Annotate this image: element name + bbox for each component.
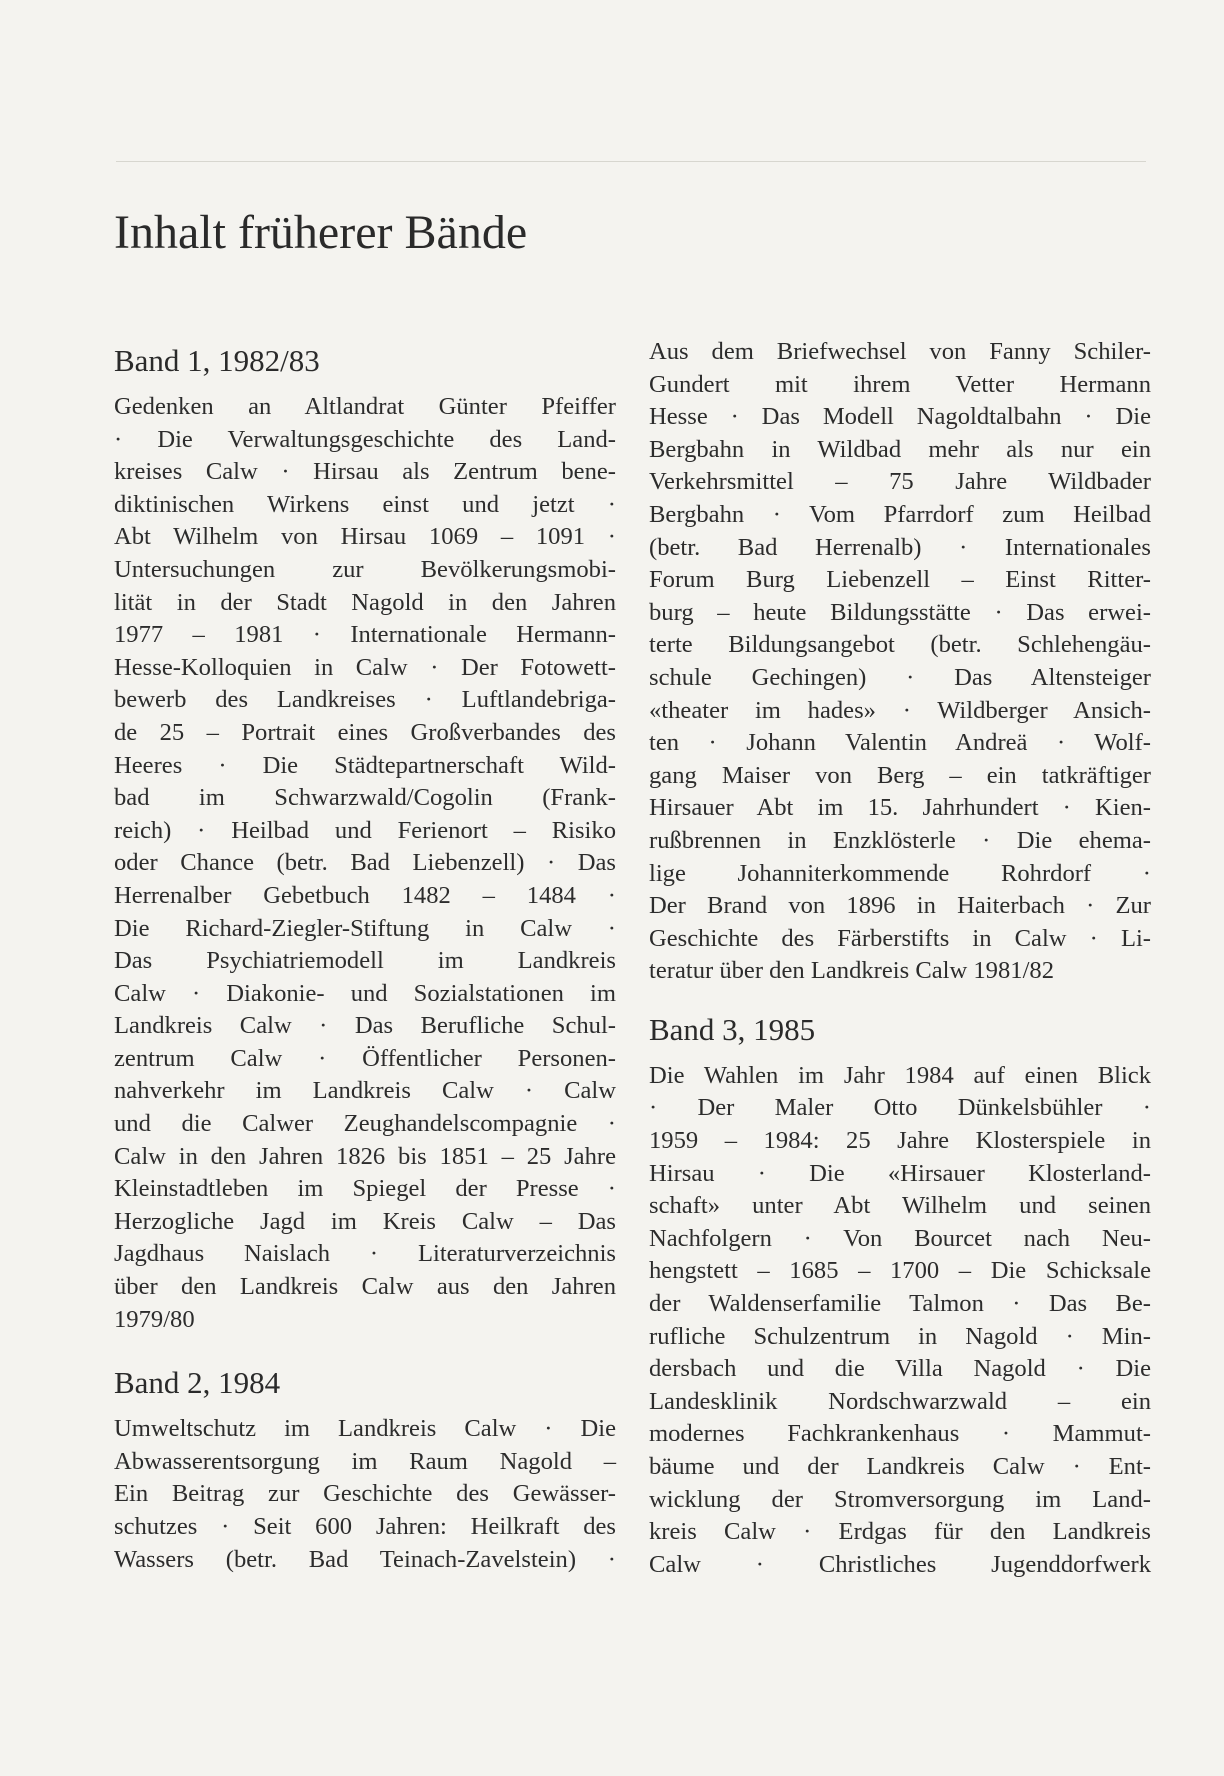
text-line: Calw · Diakonie- und Sozialstationen im <box>114 979 616 1007</box>
text-line: 1979/80 <box>114 1305 195 1333</box>
volume-contents-band-1 <box>114 391 616 1336</box>
text-line: Das Psychiatriemodell im Landkreis <box>114 947 616 975</box>
text-line: Untersuchungen zur Bevölkerungsmobi- <box>114 555 616 583</box>
text-line: lige Johanniterkommende Rohrdorf · <box>649 859 1151 887</box>
text-line: Hesse · Das Modell Nagoldtalbahn · Die <box>649 403 1151 431</box>
page-title: Inhalt früherer Bände <box>114 206 528 259</box>
text-line: Calw in den Jahren 1826 bis 1851 – 25 Jahre <box>114 1142 616 1170</box>
volume-heading-band-3: Band 3, 1985 <box>649 1011 816 1047</box>
text-line: kreis Calw · Erdgas für den Landkreis <box>649 1518 1151 1546</box>
text-line: terte Bildungsangebot (betr. Schlehengäu- <box>649 631 1151 659</box>
text-line: Aus dem Briefwechsel von Fanny Schiler- <box>649 338 1151 365</box>
text-line: gang Maiser von Berg – ein tatkräftiger <box>649 761 1151 789</box>
text-line: kreises Calw · Hirsau als Zentrum bene- <box>114 458 616 486</box>
text-line: Landkreis Calw · Das Berufliche Schul- <box>114 1012 616 1040</box>
left-column <box>114 342 616 1576</box>
text-line: Heeres · Die Städtepartnerschaft Wild- <box>114 751 616 779</box>
text-line: Ein Beitrag zur Geschichte des Gewässer- <box>114 1480 616 1508</box>
text-line: Der Brand von 1896 in Haiterbach · Zur <box>649 892 1151 920</box>
text-line: hengstett – 1685 – 1700 – Die Schicksale <box>649 1257 1151 1285</box>
text-line: «theater im hades» · Wildberger Ansich- <box>649 696 1151 724</box>
text-line: rufliche Schulzentrum in Nagold · Min- <box>649 1322 1151 1350</box>
volume-contents-band-2-part-2 <box>649 336 1151 988</box>
text-line: Geschichte des Färberstifts in Calw · Li- <box>649 924 1151 952</box>
text-line: Herzogliche Jagd im Kreis Calw – Das <box>114 1207 616 1235</box>
text-line: Gundert mit ihrem Vetter Hermann <box>649 370 1151 398</box>
text-line: schaft» unter Abt Wilhelm und seinen <box>649 1192 1151 1220</box>
text-line: Gedenken an Altlandrat Günter Pfeiffer <box>114 393 616 420</box>
text-line: Bergbahn in Wildbad mehr als nur ein <box>649 435 1151 463</box>
text-line: Hirsauer Abt im 15. Jahrhundert · Kien- <box>649 794 1151 822</box>
text-line: Jagdhaus Naislach · Literaturverzeichnis <box>114 1240 616 1268</box>
text-line: diktinischen Wirkens einst und jetzt · <box>114 490 616 518</box>
text-line: schutzes · Seit 600 Jahren: Heilkraft des <box>114 1513 616 1540</box>
text-line: reich) · Heilbad und Ferienort – Risiko <box>114 816 616 844</box>
right-column <box>649 336 1151 1581</box>
section-spacer <box>114 1336 616 1364</box>
text-line: Wassers (betr. Bad Teinach-Zavelstein) · <box>114 1545 616 1573</box>
volume-heading-band-1: Band 1, 1982/83 <box>114 343 320 378</box>
text-line: der Waldenserfamilie Talmon · Das Be- <box>649 1290 1151 1318</box>
text-line: 1977 – 1981 · Internationale Hermann- <box>114 621 616 649</box>
section-spacer <box>649 988 1151 1011</box>
text-line: (betr. Bad Herrenalb) · Internationales <box>649 533 1151 561</box>
text-line: nahverkehr im Landkreis Calw · Calw <box>114 1077 616 1105</box>
text-line: zentrum Calw · Öffentlicher Personen- <box>114 1044 616 1072</box>
text-line: · Der Maler Otto Dünkelsbühler · <box>649 1094 1151 1122</box>
text-line: modernes Fachkrankenhaus · Mammut- <box>649 1420 1151 1448</box>
text-line: Abwasserentsorgung im Raum Nagold – <box>114 1447 616 1475</box>
text-line: · Die Verwaltungsgeschichte des Land- <box>114 425 616 453</box>
text-line: dersbach und die Villa Nagold · Die <box>649 1355 1151 1383</box>
text-line: Bergbahn · Vom Pfarrdorf zum Heilbad <box>649 500 1151 528</box>
text-line: über den Landkreis Calw aus den Jahren <box>114 1273 616 1301</box>
text-line: Abt Wilhelm von Hirsau 1069 – 1091 · <box>114 523 616 551</box>
text-line: de 25 – Portrait eines Großverbandes des <box>114 718 616 746</box>
text-line: rußbrennen in Enzklösterle · Die ehema- <box>649 826 1151 854</box>
text-line: Umweltschutz im Landkreis Calw · Die <box>114 1415 616 1443</box>
text-line: Die Richard-Ziegler-Stiftung in Calw · <box>114 914 616 942</box>
text-line: wicklung der Stromversorgung im Land- <box>649 1485 1151 1513</box>
text-line: oder Chance (betr. Bad Liebenzell) · Das <box>114 849 616 877</box>
text-line: Nachfolgern · Von Bourcet nach Neu- <box>649 1224 1151 1252</box>
text-line: Forum Burg Liebenzell – Einst Ritter- <box>649 566 1151 594</box>
text-line: bad im Schwarzwald/Cogolin (Frank- <box>114 784 616 812</box>
text-line: lität in der Stadt Nagold in den Jahren <box>114 588 616 616</box>
text-line: Herrenalber Gebetbuch 1482 – 1484 · <box>114 881 616 909</box>
text-line: Hesse-Kolloquien in Calw · Der Fotowett- <box>114 653 616 681</box>
text-line: teratur über den Landkreis Calw 1981/82 <box>649 957 1054 985</box>
text-line: Die Wahlen im Jahr 1984 auf einen Blick <box>649 1061 1151 1089</box>
text-line: Kleinstadtleben im Spiegel der Presse · <box>114 1175 616 1203</box>
text-line: 1959 – 1984: 25 Jahre Klosterspiele in <box>649 1127 1151 1155</box>
text-line: Verkehrsmittel – 75 Jahre Wildbader <box>649 468 1151 496</box>
text-line: schule Gechingen) · Das Altensteiger <box>649 663 1151 691</box>
text-line: burg – heute Bildungsstätte · Das erwei- <box>649 598 1151 626</box>
text-line: Hirsau · Die «Hirsauer Klosterland- <box>649 1159 1151 1187</box>
text-line: ten · Johann Valentin Andreä · Wolf- <box>649 729 1151 757</box>
text-line: Calw · Christliches Jugenddorfwerk <box>649 1550 1151 1578</box>
text-line: bewerb des Landkreises · Luftlandebriga- <box>114 686 616 714</box>
volume-heading-band-2: Band 2, 1984 <box>114 1365 281 1401</box>
volume-contents-band-2-part-1 <box>114 1413 616 1576</box>
volume-contents-band-3 <box>649 1060 1151 1582</box>
text-line: Landesklinik Nordschwarzwald – ein <box>649 1387 1151 1415</box>
bleed-through-rule <box>116 161 1146 162</box>
text-line: und die Calwer Zeughandelscompagnie · <box>114 1110 616 1138</box>
text-line: bäume und der Landkreis Calw · Ent- <box>649 1453 1151 1480</box>
